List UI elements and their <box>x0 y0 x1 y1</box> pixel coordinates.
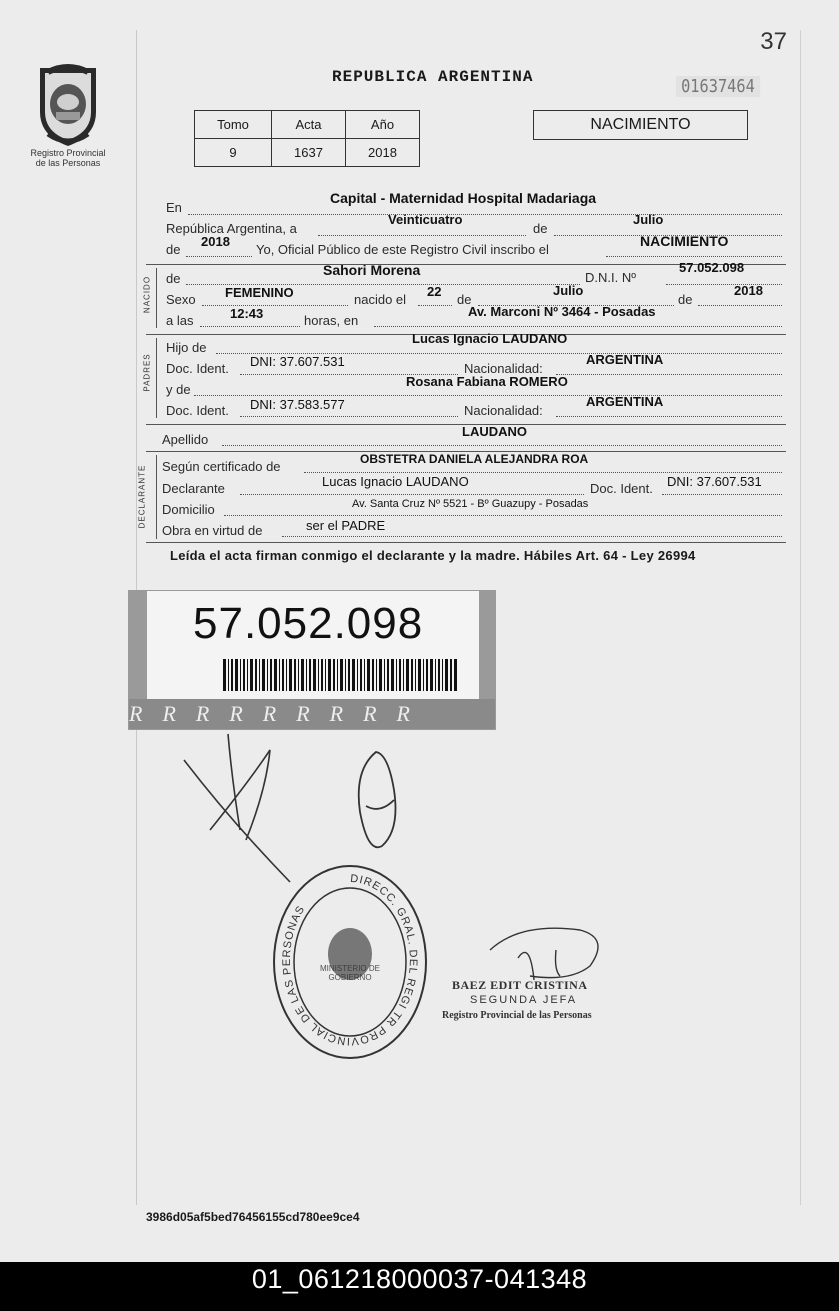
dotted-line <box>556 374 782 375</box>
child-sex: FEMENINO <box>225 285 294 300</box>
official-name: BAEZ EDIT CRISTINA <box>452 978 588 992</box>
dotted-line <box>318 235 526 236</box>
declarante-label: Declarante <box>162 481 225 496</box>
mother-doc: DNI: 37.583.577 <box>250 397 345 412</box>
dotted-line <box>556 416 782 417</box>
birth-time: 12:43 <box>230 306 264 321</box>
section-divider <box>146 542 786 543</box>
de-label: de <box>166 242 181 257</box>
nacido-section-label: NACIDO <box>142 275 152 314</box>
official-office: Registro Provincial de las Personas <box>442 1010 592 1021</box>
dotted-line <box>200 326 300 327</box>
doc-ident-label: Doc. Ident. <box>166 361 229 376</box>
dotted-line <box>222 445 782 446</box>
nacionalidad-label: Nacionalidad: <box>464 403 543 418</box>
document-hash: 3986d05af5bed76456155cd780ee9ce4 <box>146 1210 360 1224</box>
mother-nationality: ARGENTINA <box>586 394 664 409</box>
registration-day: Veinticuatro <box>388 212 463 227</box>
de-label: de <box>457 292 472 307</box>
mother-name: Rosana Fabiana ROMERO <box>406 374 568 389</box>
child-dni: 57.052.098 <box>679 260 745 275</box>
dotted-line <box>374 326 782 327</box>
y-de-label: y de <box>166 382 191 397</box>
dotted-line <box>194 395 782 396</box>
section-bar <box>156 338 157 418</box>
declarant-address: Av. Santa Cruz Nº 5521 - Bº Guazupy - Posadas <box>352 498 589 510</box>
dotted-line <box>240 494 584 495</box>
sticker-dni-number: 57.052.098 <box>193 599 424 648</box>
page-frame-right <box>800 30 801 1205</box>
birth-place: Av. Marconi Nº 3464 - Posadas <box>468 304 656 319</box>
de-label: de <box>678 292 693 307</box>
record-table <box>194 110 420 167</box>
registration-month: Julio <box>633 212 664 227</box>
de-label: de <box>533 221 548 236</box>
horas-label: horas, en <box>304 313 359 328</box>
value-anio: 2018 <box>346 139 420 167</box>
nacido-de-label: de <box>166 271 181 286</box>
padres-section-label: PADRES <box>142 353 152 392</box>
en-label: En <box>166 200 182 215</box>
official-title: SEGUNDA JEFA <box>470 994 578 1006</box>
registry-seal-logo <box>34 62 102 148</box>
footer-id: 01_061218000037-041348 <box>251 1264 588 1294</box>
dotted-line <box>224 515 782 516</box>
apellido-value: LAUDANO <box>462 424 527 439</box>
official-stamp <box>270 862 430 1062</box>
dotted-line <box>186 256 252 257</box>
section-bar <box>156 268 157 328</box>
dotted-line <box>202 305 348 306</box>
dotted-line <box>282 536 782 537</box>
stamp-inner-text: MINISTERIO DE GOBIERNO <box>319 964 380 982</box>
declarant-capacity: ser el PADRE <box>306 518 386 533</box>
registration-year: 2018 <box>201 234 230 249</box>
section-bar <box>156 455 157 539</box>
registration-place: Capital - Maternidad Hospital Madariaga <box>330 190 597 206</box>
hijo-de-label: Hijo de <box>166 340 207 355</box>
domicilio-label: Domicilio <box>162 502 215 517</box>
declarant-doc: DNI: 37.607.531 <box>667 474 762 489</box>
apellido-label: Apellido <box>162 432 209 447</box>
obra-label: Obra en virtud de <box>162 523 263 538</box>
a-las-label: a las <box>166 313 194 328</box>
registration-act: NACIMIENTO <box>640 233 729 249</box>
header-anio: Año <box>346 111 420 139</box>
document-title: REPUBLICA ARGENTINA <box>332 68 534 86</box>
birth-year: 2018 <box>734 283 763 298</box>
dotted-line <box>606 256 782 257</box>
father-doc: DNI: 37.607.531 <box>250 354 345 369</box>
registry-caption-line2: de las Personas <box>35 158 101 168</box>
stamp-ring-text: DIRECC. GRAL. DEL REGI TR PROVINCIAL DE LAS PERSONAS <box>280 872 420 1048</box>
sticker-pattern: RRRRRRRRR <box>129 701 430 726</box>
registry-caption-line1: Registro Provincial <box>30 148 106 158</box>
closing-statement: Leída el acta firman conmigo el declarante y la madre. Hábiles Art. 64 - Ley 26994 <box>170 548 696 563</box>
dni-sticker <box>128 590 496 730</box>
doc-ident-label: Doc. Ident. <box>166 403 229 418</box>
dotted-line <box>662 494 782 495</box>
declarant-name: Lucas Ignacio LAUDANO <box>322 474 469 489</box>
nacionalidad-label: Nacionalidad: <box>464 361 543 376</box>
nacido-el-label: nacido el <box>354 292 407 307</box>
dotted-line <box>240 416 458 417</box>
certificate-issuer: OBSTETRA DANIELA ALEJANDRA ROA <box>360 452 589 466</box>
registry-caption <box>22 148 114 168</box>
dotted-line <box>666 284 782 285</box>
serial-number: 01637464 <box>676 76 760 97</box>
dotted-line <box>304 472 782 473</box>
dotted-line <box>188 214 782 215</box>
value-acta: 1637 <box>272 139 346 167</box>
dotted-line <box>418 305 452 306</box>
page-number: 37 <box>760 28 787 55</box>
header-tomo: Tomo <box>195 111 272 139</box>
dotted-line <box>698 305 782 306</box>
sexo-label: Sexo <box>166 292 196 307</box>
value-tomo: 9 <box>195 139 272 167</box>
header-acta: Acta <box>272 111 346 139</box>
birth-day: 22 <box>427 284 442 299</box>
child-name: Sahori Morena <box>323 262 421 278</box>
father-nationality: ARGENTINA <box>586 352 664 367</box>
official-text: Yo, Oficial Público de este Registro Civil inscribo el <box>256 242 549 257</box>
certificado-label: Según certificado de <box>162 459 281 474</box>
dni-label: D.N.I. Nº <box>585 270 636 285</box>
birth-month: Julio <box>553 283 584 298</box>
act-type-box: NACIMIENTO <box>533 110 748 140</box>
doc-ident-label: Doc. Ident. <box>590 481 653 496</box>
republica-label: República Argentina, a <box>166 221 297 236</box>
father-name: Lucas Ignacio LAUDANO <box>412 331 568 346</box>
declarante-section-label: DECLARANTE <box>137 464 147 529</box>
barcode <box>223 659 457 691</box>
